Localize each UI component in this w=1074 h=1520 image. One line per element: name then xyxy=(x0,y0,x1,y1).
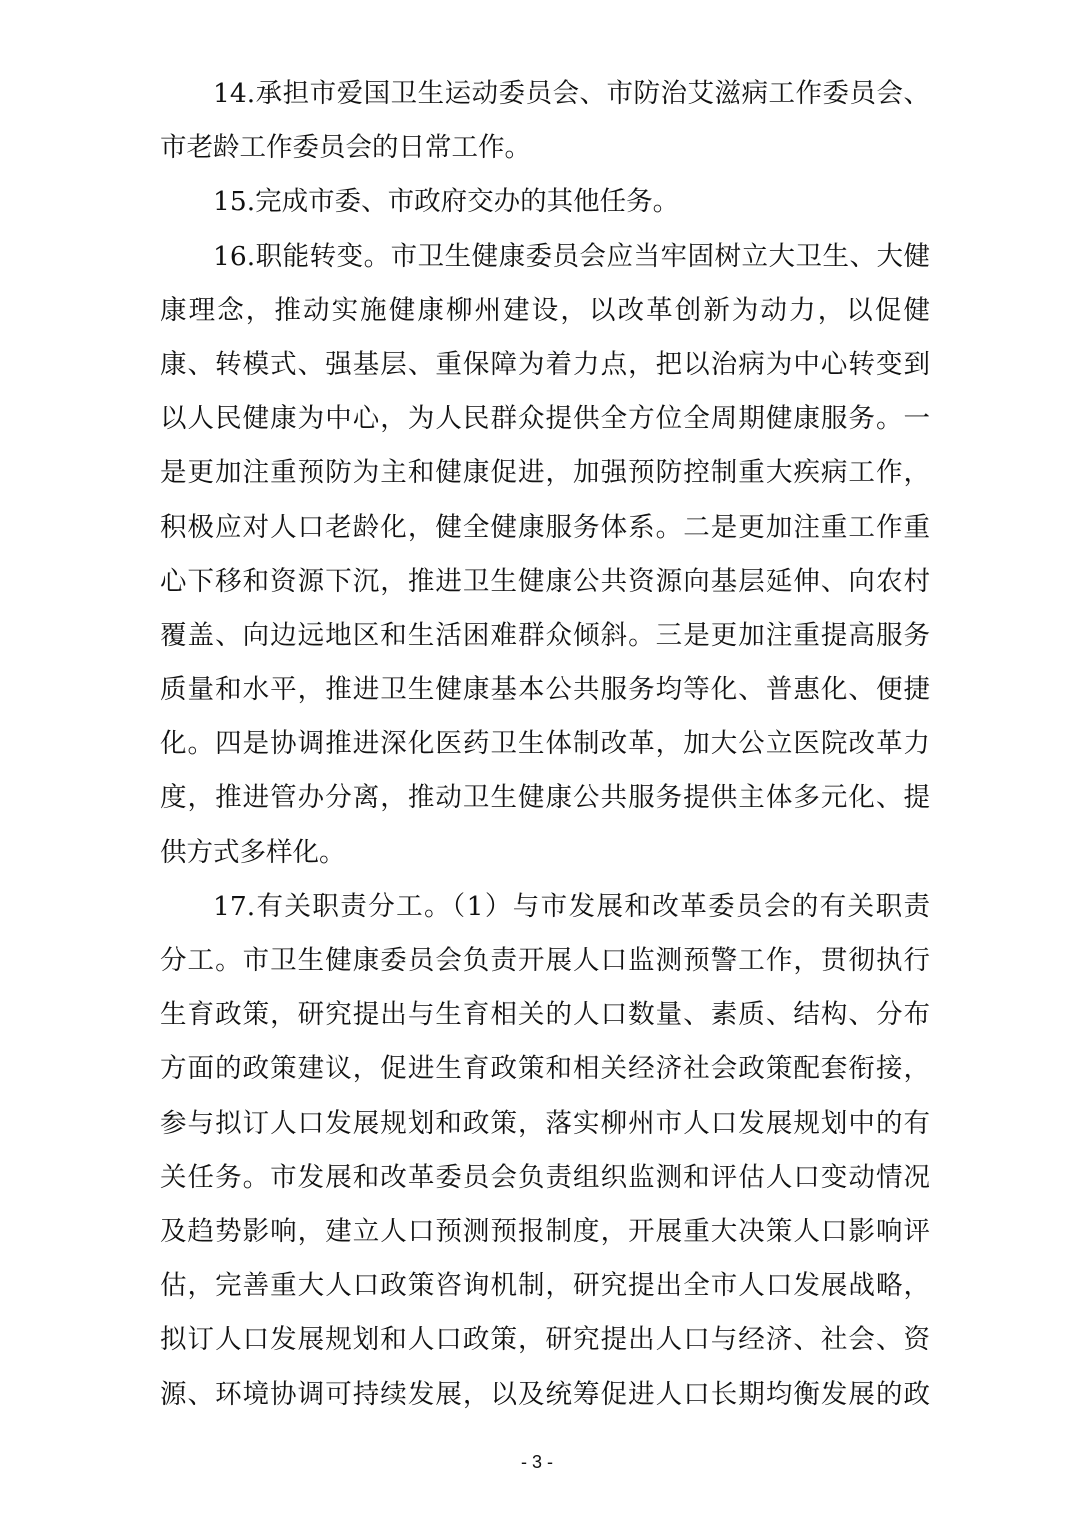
paragraph-17-line: 及趋势影响，建立人口预测预报制度，开展重大决策人口影响评 xyxy=(160,1215,930,1247)
paragraph-14-line: 市老龄工作委员会的日常工作。 xyxy=(160,132,531,164)
paragraph-17-line: 生育政策，研究提出与生育相关的人口数量、素质、结构、分布 xyxy=(160,999,930,1031)
paragraph-17-line: 源、环境协调可持续发展，以及统筹促进人口长期均衡发展的政 xyxy=(160,1378,930,1410)
paragraph-16-line: 度，推进管办分离，推动卫生健康公共服务提供主体多元化、提 xyxy=(160,782,930,814)
paragraph-16-line: 质量和水平，推进卫生健康基本公共服务均等化、普惠化、便捷 xyxy=(160,674,930,706)
paragraph-16-line: 积极应对人口老龄化，健全健康服务体系。二是更加注重工作重 xyxy=(160,511,930,543)
paragraph-16-line: 供方式多样化。 xyxy=(160,836,346,868)
paragraph-16-line: 心下移和资源下沉，推进卫生健康公共资源向基层延伸、向农村 xyxy=(160,565,930,597)
paragraph-16-line: 以人民健康为中心，为人民群众提供全方位全周期健康服务。一 xyxy=(160,403,930,435)
paragraph-14-line: 14.承担市爱国卫生运动委员会、市防治艾滋病工作委员会、 xyxy=(213,78,930,109)
paragraph-17-line: 17.有关职责分工。（1）与市发展和改革委员会的有关职责 xyxy=(213,890,930,922)
paragraph-17-line: 方面的政策建议，促进生育政策和相关经济社会政策配套衔接， xyxy=(160,1053,930,1085)
paragraph-17-line: 关任务。市发展和改革委员会负责组织监测和评估人口变动情况 xyxy=(160,1161,930,1193)
paragraph-17-line: 分工。市卫生健康委员会负责开展人口监测预警工作，贯彻执行 xyxy=(160,945,930,976)
body-text xyxy=(160,67,930,1422)
paragraph-17-line: 拟订人口发展规划和人口政策，研究提出人口与经济、社会、资 xyxy=(160,1324,930,1356)
paragraph-16-line: 是更加注重预防为主和健康促进，加强预防控制重大疾病工作， xyxy=(160,457,930,489)
paragraph-17-line: 估，完善重大人口政策咨询机制，研究提出全市人口发展战略， xyxy=(160,1270,930,1302)
paragraph-17-line: 参与拟订人口发展规划和政策，落实柳州市人口发展规划中的有 xyxy=(160,1107,930,1139)
paragraph-16-line: 覆盖、向边远地区和生活困难群众倾斜。三是更加注重提高服务 xyxy=(160,619,930,651)
paragraph-16-line: 化。四是协调推进深化医药卫生体制改革，加大公立医院改革力 xyxy=(160,728,930,760)
paragraph-16-line: 16.职能转变。市卫生健康委员会应当牢固树立大卫生、大健 xyxy=(213,240,930,272)
paragraph-16-line: 康、转模式、强基层、重保障为着力点，把以治病为中心转变到 xyxy=(160,348,930,380)
paragraph-15-line: 15.完成市委、市政府交办的其他任务。 xyxy=(213,186,680,218)
paragraph-16-line: 康理念，推动实施健康柳州建设，以改革创新为动力，以促健 xyxy=(160,294,930,326)
page-number: - 3 - xyxy=(520,1452,553,1472)
